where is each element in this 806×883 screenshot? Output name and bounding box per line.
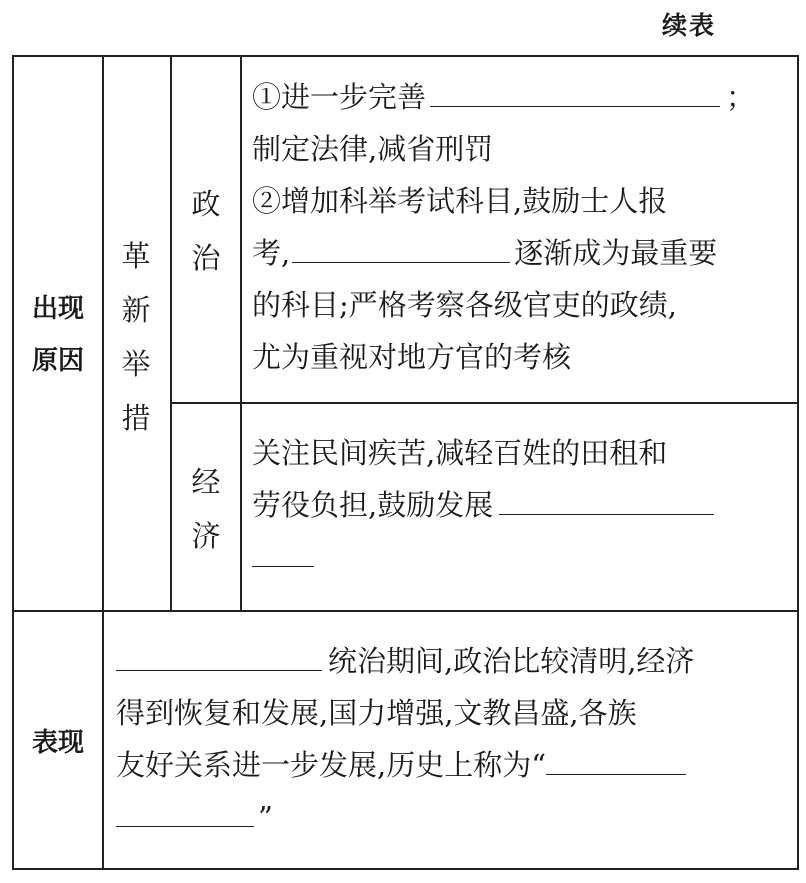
- politics-char-1: 政: [191, 187, 221, 221]
- politics-content: [252, 71, 792, 383]
- answer-blank-3[interactable]: [499, 486, 714, 515]
- economy-line-3: [252, 531, 792, 583]
- row-label-reason-line1: 出现: [31, 294, 84, 324]
- measures-char-3: 举: [121, 347, 151, 381]
- politics-label: [186, 177, 226, 285]
- answer-blank-2[interactable]: [292, 234, 510, 263]
- row-label-reason-line2: 原因: [31, 346, 84, 376]
- politics-line-2: 制定法律,减省刑罚: [252, 132, 494, 166]
- performance-line-4: ”: [116, 791, 792, 843]
- measures-label: [116, 229, 156, 445]
- politics-char-2: 治: [191, 241, 221, 275]
- economy-label: [186, 455, 226, 563]
- economy-line-1: 关注民间疾苦,减轻百姓的田租和: [252, 436, 668, 470]
- performance-line-1: 统治期间,政治比较清明,经济: [116, 635, 792, 687]
- grid-line-h-rows: [14, 610, 799, 612]
- answer-blank-3-continued[interactable]: [252, 538, 314, 567]
- measures-char-2: 新: [121, 293, 151, 327]
- row-label-reason: [14, 283, 102, 387]
- performance-line-3: 友好关系进一步发展,历史上称为“: [116, 739, 792, 791]
- economy-char-2: 济: [191, 519, 221, 553]
- measures-char-4: 措: [121, 401, 151, 435]
- measures-char-1: 革: [121, 239, 151, 273]
- grid-line-v2: [170, 57, 172, 610]
- politics-line-4: 考, 逐渐成为最重要: [252, 236, 718, 270]
- performance-content: [116, 635, 792, 843]
- grid-line-h-politics-economy: [170, 402, 799, 404]
- politics-line-6: 尤为重视对地方官的考核: [252, 340, 572, 374]
- politics-line-1: ①进一步完善 ；: [252, 80, 756, 114]
- row-label-performance: 表现: [31, 728, 84, 758]
- performance-line-2: 得到恢复和发展,国力增强,文教昌盛,各族: [116, 696, 637, 730]
- economy-char-1: 经: [191, 465, 221, 499]
- answer-blank-4[interactable]: [116, 642, 322, 671]
- economy-line-2: 劳役负担,鼓励发展: [252, 479, 792, 531]
- answer-blank-5-continued[interactable]: [116, 798, 254, 827]
- grid-line-v1: [102, 57, 104, 868]
- politics-line-3: ②增加科举考试科目,鼓励士人报: [252, 184, 668, 218]
- answer-blank-5[interactable]: [546, 746, 686, 775]
- economy-content: [252, 427, 792, 583]
- answer-blank-1[interactable]: [430, 78, 720, 107]
- grid-line-v3: [240, 57, 242, 610]
- history-table: [12, 55, 799, 870]
- politics-line-5: 的科目;严格考察各级官吏的政绩,: [252, 288, 677, 322]
- continued-table-label: 续表: [661, 11, 716, 40]
